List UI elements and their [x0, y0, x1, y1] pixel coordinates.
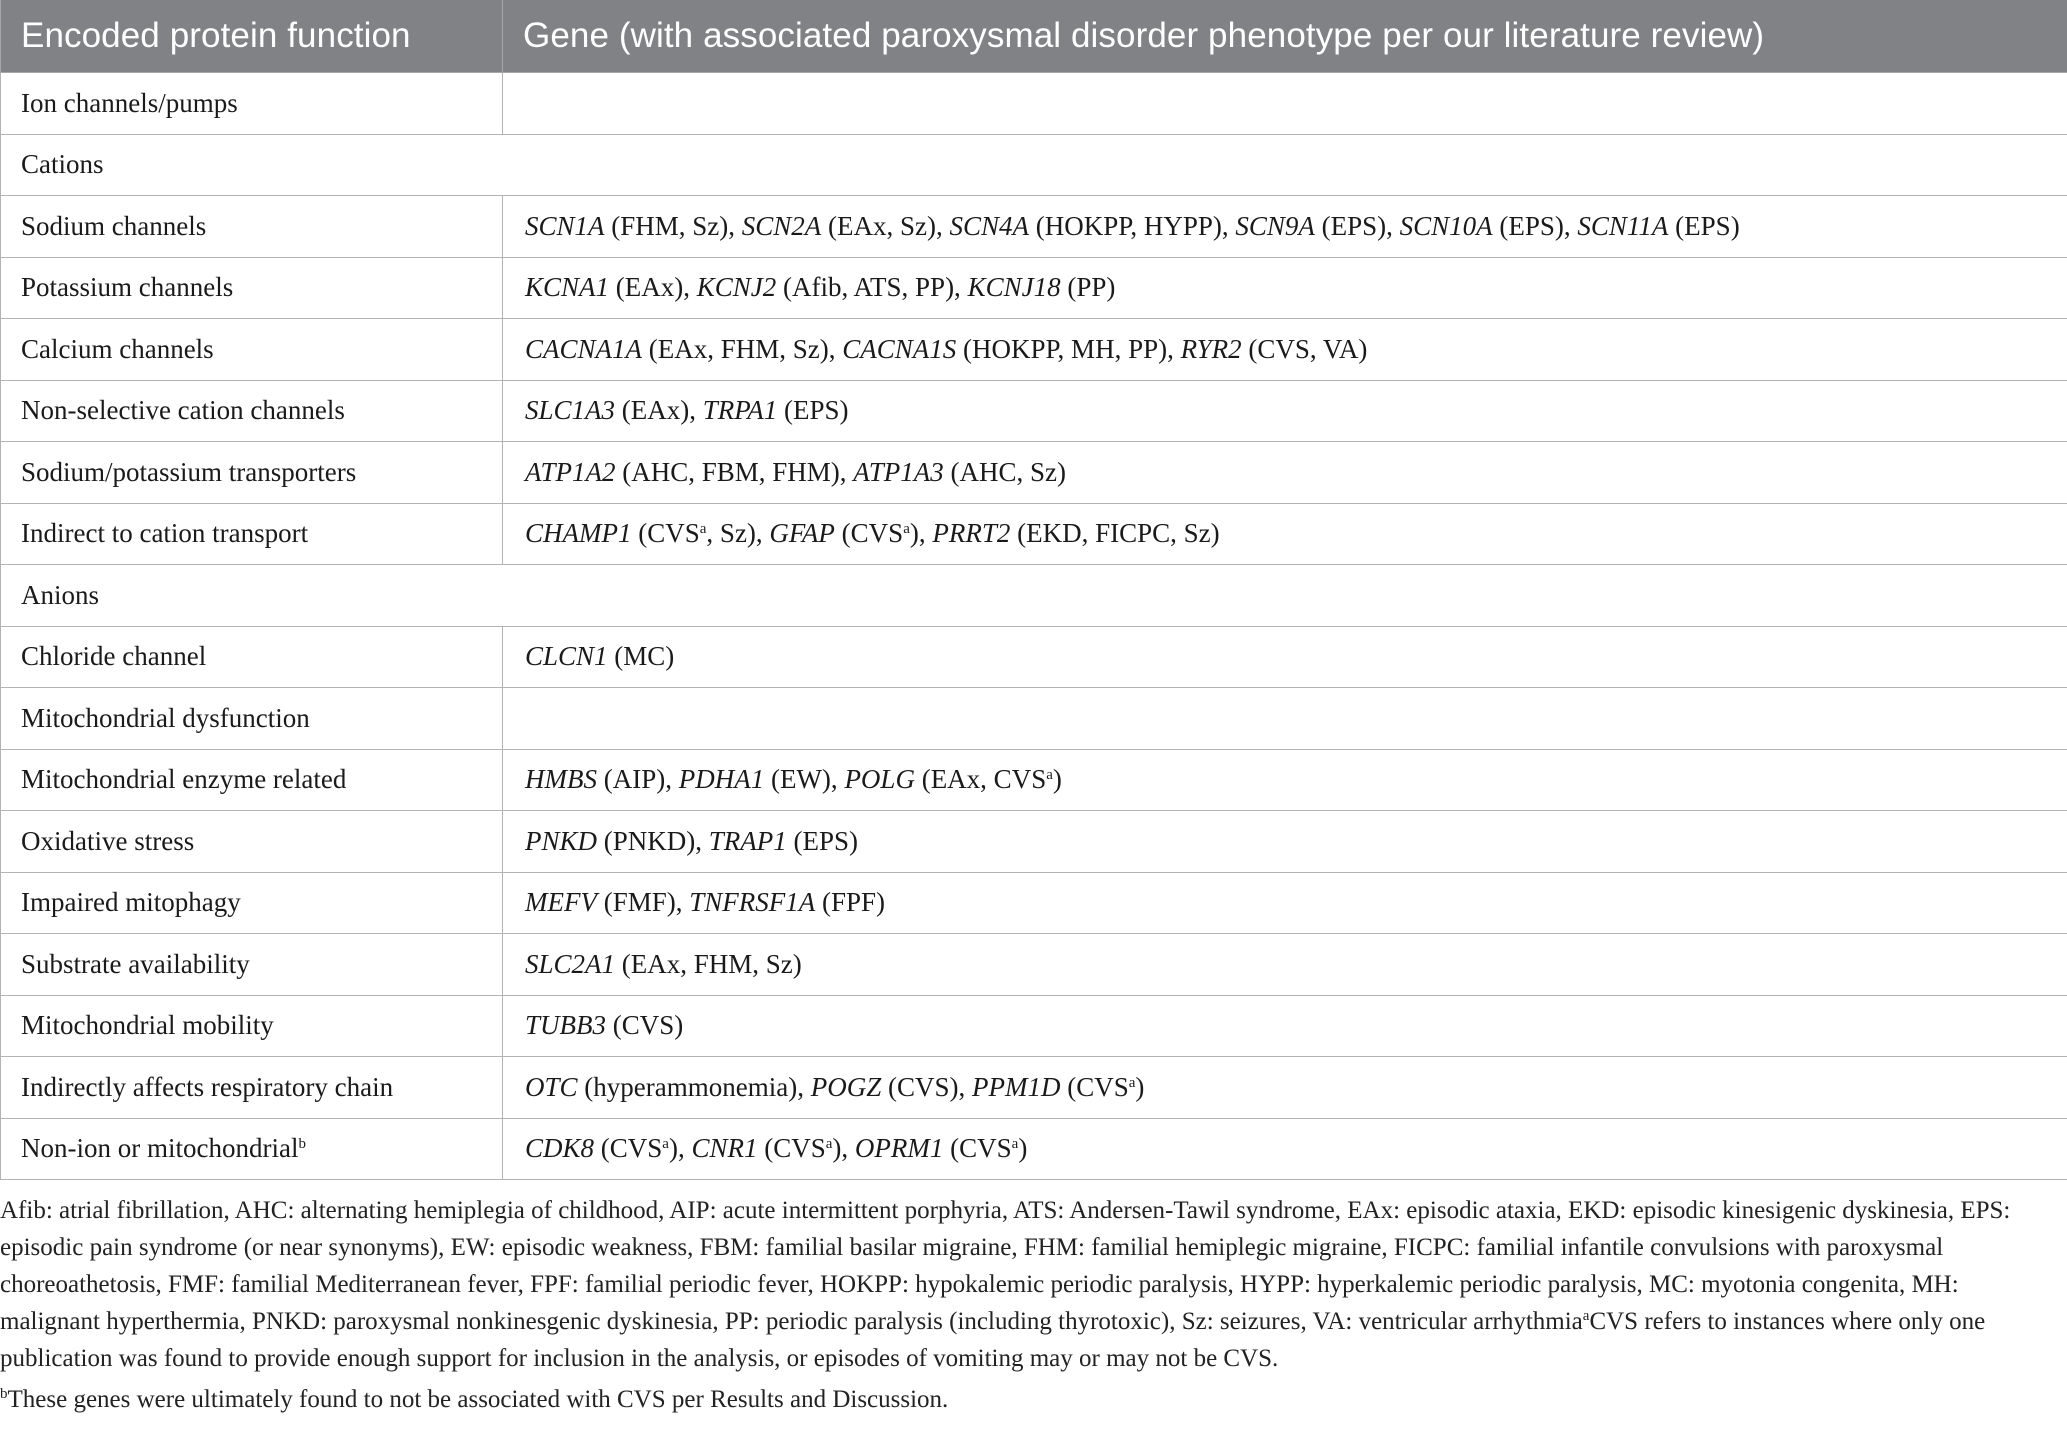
phenotype-text: (AHC, FBM, FHM), [615, 456, 854, 487]
function-label: Impaired mitophagy [21, 887, 241, 918]
gene-cell [503, 995, 2067, 1057]
phenotype-text: (FMF), [596, 887, 690, 918]
phenotype-text: (EW), [764, 764, 845, 795]
table-header-row [1, 0, 2067, 73]
table-row [1, 380, 2067, 442]
function-label: Oxidative stress [21, 825, 195, 856]
phenotype-footnote-mark: a [1011, 1136, 1019, 1153]
gene-symbol: KCNJ18 [967, 272, 1061, 303]
table-row [1, 1057, 2067, 1119]
phenotype-text: (EAx, FHM, Sz), [642, 333, 843, 364]
gene-symbol: PPM1D [971, 1071, 1061, 1102]
function-cell [1, 749, 503, 811]
phenotype-text-tail: ), [832, 1133, 855, 1164]
footnote-a-text: CVS refers to instances where only one publication was found to provide enough support for inclusion in the analysis, or episodes of vomiting may or may not be CVS. [0, 1308, 1986, 1372]
table-body [1, 73, 2067, 1180]
phenotype-text: (PP) [1060, 272, 1116, 303]
gene-symbol: POLG [844, 764, 915, 795]
table-row [1, 995, 2067, 1057]
function-footnote-mark: b [298, 1136, 306, 1153]
phenotype-text: (EPS) [777, 395, 849, 426]
phenotype-text: (PNKD), [597, 825, 709, 856]
phenotype-footnote-mark: a [699, 521, 707, 538]
function-label: Mitochondrial enzyme related [21, 764, 347, 795]
function-cell [1, 380, 503, 442]
phenotype-text: (EPS), [1492, 210, 1578, 241]
gene-symbol: TNFRSF1A [689, 887, 816, 918]
footnote-b [0, 1381, 2040, 1418]
gene-cell [503, 442, 2067, 504]
function-cell [1, 319, 503, 381]
phenotype-text: (EPS), [1314, 210, 1400, 241]
function-cell [1, 73, 503, 135]
gene-symbol: PRRT2 [932, 518, 1011, 549]
function-cell [1, 872, 503, 934]
function-label: Mitochondrial mobility [21, 1010, 274, 1041]
table-row [1, 503, 2067, 565]
gene-symbol: SLC1A3 [525, 395, 616, 426]
phenotype-footnote-mark: a [662, 1136, 669, 1153]
phenotype-text: (AHC, Sz) [943, 456, 1067, 487]
function-label: Sodium channels [21, 210, 207, 241]
phenotype-text-tail: ), [909, 518, 933, 549]
phenotype-text-tail: ) [1135, 1071, 1145, 1102]
function-cell [1, 442, 503, 504]
gene-cell [503, 196, 2067, 258]
gene-cell [503, 872, 2067, 934]
phenotype-text: (EAx, FHM, Sz) [615, 948, 802, 979]
gene-symbol: SCN1A [525, 210, 605, 241]
phenotype-text: (HOKPP, HYPP), [1029, 210, 1236, 241]
table-row [1, 872, 2067, 934]
phenotype-text: (CVS [594, 1133, 663, 1164]
gene-cell [503, 749, 2067, 811]
phenotype-text: (CVS [631, 518, 700, 549]
section-heading-cell: Cations [1, 134, 2067, 196]
table-row [1, 749, 2067, 811]
gene-symbol: SCN9A [1235, 210, 1315, 241]
gene-symbol: KCNA1 [525, 272, 610, 303]
section-heading-cell: Anions [1, 565, 2067, 627]
table-row [1, 565, 2067, 627]
function-cell [1, 995, 503, 1057]
phenotype-text: (EAx, CVS [914, 764, 1047, 795]
phenotype-text: (FHM, Sz), [604, 210, 742, 241]
gene-symbol: RYR2 [1180, 333, 1242, 364]
gene-symbol: ATP1A2 [525, 456, 616, 487]
gene-cell [503, 934, 2067, 996]
phenotype-text: (CVS [834, 518, 904, 549]
gene-cell [503, 1118, 2067, 1180]
gene-cell [503, 626, 2067, 688]
gene-cell [503, 319, 2067, 381]
table-row [1, 73, 2067, 135]
gene-symbol: KCNJ2 [696, 272, 777, 303]
phenotype-text: (Afib, ATS, PP), [776, 272, 968, 303]
phenotype-text: (EAx), [609, 272, 697, 303]
function-label: Indirect to cation transport [21, 518, 309, 549]
function-label: Potassium channels [21, 272, 234, 303]
abbreviations-text: Afib: atrial fibrillation, AHC: alternating hemiplegia of childhood, AIP: acute intermittent porphyria, ATS: Andersen-Tawil syndrome, EAx: episodic ataxia, EKD: episodic kinesigenic dyskinesia, EPS: episodic pain syndrome (or near synonyms), EW: episodic weakness, FBM: familial basilar migraine, FHM: familial hemiplegic migraine, FICPC: familial infantile convulsions with paroxysmal choreoathetosis, FMF: familial Mediterranean fever, FPF: familial periodic fever, HOKPP: hypokalemic periodic paralysis, HYPP: hyperkalemic periodic paralysis, MC: myotonia congenita, MH: malignant hyperthermia, PNKD: paroxysmal nonkinesgenic dyskinesia, PP: periodic paralysis (including thyrotoxic), Sz: seizures, VA: ventricular arrhythmia [0, 1197, 2011, 1335]
phenotype-footnote-mark: a [825, 1136, 833, 1153]
gene-symbol: CACNA1S [842, 333, 957, 364]
function-cell [1, 688, 503, 750]
gene-cell [503, 73, 2067, 135]
table-row [1, 811, 2067, 873]
phenotype-text: (EAx), [615, 395, 703, 426]
gene-cell [503, 811, 2067, 873]
phenotype-text: (CVS) [606, 1010, 684, 1041]
phenotype-text: (MC) [607, 641, 675, 672]
gene-cell [503, 503, 2067, 565]
phenotype-text: (CVS [943, 1133, 1012, 1164]
table-row [1, 196, 2067, 258]
function-cell [1, 503, 503, 565]
table-row [1, 257, 2067, 319]
gene-symbol: CDK8 [525, 1133, 595, 1164]
gene-cell [503, 688, 2067, 750]
footnote-b-text: These genes were ultimately found to not be associated with CVS per Results and Discussion. [7, 1386, 949, 1413]
table-row [1, 442, 2067, 504]
gene-cell [503, 380, 2067, 442]
function-cell [1, 1118, 503, 1180]
function-label: Ion channels/pumps [21, 87, 238, 118]
phenotype-footnote-mark: a [1128, 1074, 1136, 1091]
function-cell [1, 1057, 503, 1119]
phenotype-text: (CVS, VA) [1241, 333, 1368, 364]
gene-cell [503, 1057, 2067, 1119]
gene-symbol: MEFV [525, 887, 597, 918]
phenotype-text: (EPS) [1668, 210, 1740, 241]
function-cell [1, 934, 503, 996]
gene-symbol: OPRM1 [854, 1133, 944, 1164]
phenotype-text: (CVS [1060, 1071, 1129, 1102]
gene-symbol: TUBB3 [525, 1010, 606, 1041]
phenotype-text-tail: ) [1052, 764, 1062, 795]
gene-symbol: CHAMP1 [525, 518, 632, 549]
table-row [1, 319, 2067, 381]
gene-symbol: SCN10A [1399, 210, 1493, 241]
table-row [1, 626, 2067, 688]
function-label: Substrate availability [21, 948, 250, 979]
footnote-a-mark: a [1582, 1308, 1590, 1324]
phenotype-text: (hyperammonemia), [577, 1071, 811, 1102]
phenotype-text: (EKD, FICPC, Sz) [1010, 518, 1220, 549]
phenotype-text: (CVS), [881, 1071, 972, 1102]
gene-symbol: OTC [525, 1071, 578, 1102]
phenotype-text: (EAx, Sz), [821, 210, 950, 241]
phenotype-text-tail: ) [1018, 1133, 1028, 1164]
gene-symbol: SCN2A [741, 210, 822, 241]
function-cell [1, 257, 503, 319]
gene-symbol: CLCN1 [525, 641, 608, 672]
table-row [1, 688, 2067, 750]
table-footnotes [0, 1192, 2040, 1418]
function-label: Mitochondrial dysfunction [21, 702, 310, 733]
function-cell [1, 811, 503, 873]
function-cell [1, 626, 503, 688]
function-label: Sodium/potassium transporters [21, 456, 357, 487]
function-label: Indirectly affects respiratory chain [21, 1071, 394, 1102]
phenotype-text: (EPS) [786, 825, 859, 856]
gene-symbol: TRPA1 [702, 395, 778, 426]
gene-symbol: POGZ [810, 1071, 882, 1102]
phenotype-footnote-mark: a [903, 521, 910, 538]
phenotype-text: (HOKPP, MH, PP), [956, 333, 1181, 364]
function-label: Chloride channel [21, 641, 207, 672]
phenotype-text-tail: , Sz), [706, 518, 770, 549]
gene-symbol: CNR1 [691, 1133, 758, 1164]
gene-symbol: SCN4A [949, 210, 1030, 241]
function-label: Non-ion or mitochondrial [21, 1133, 299, 1164]
gene-symbol: CACNA1A [525, 333, 643, 364]
phenotype-text: (CVS [757, 1133, 826, 1164]
function-label: Calcium channels [21, 333, 214, 364]
gene-symbol: ATP1A3 [853, 456, 944, 487]
footnote-abbreviations [0, 1192, 2040, 1377]
table-row [1, 134, 2067, 196]
function-cell [1, 196, 503, 258]
gene-symbol: SCN11A [1577, 210, 1669, 241]
gene-symbol: PNKD [525, 825, 598, 856]
column-header-function: Encoded protein function [1, 0, 503, 73]
gene-symbol: PDHA1 [678, 764, 765, 795]
table-row [1, 934, 2067, 996]
gene-cell [503, 257, 2067, 319]
gene-symbol: TRAP1 [708, 825, 787, 856]
phenotype-text-tail: ), [668, 1133, 692, 1164]
phenotype-text: (AIP), [596, 764, 679, 795]
function-label: Non-selective cation channels [21, 395, 345, 426]
gene-symbol: GFAP [769, 518, 835, 549]
phenotype-text: (FPF) [815, 887, 886, 918]
phenotype-footnote-mark: a [1046, 767, 1053, 784]
gene-symbol: SLC2A1 [525, 948, 616, 979]
gene-symbol: HMBS [525, 764, 597, 795]
footnote-b-mark: b [0, 1386, 8, 1402]
column-header-gene: Gene (with associated paroxysmal disorder phenotype per our literature review) [503, 0, 2067, 73]
table-row [1, 1118, 2067, 1180]
